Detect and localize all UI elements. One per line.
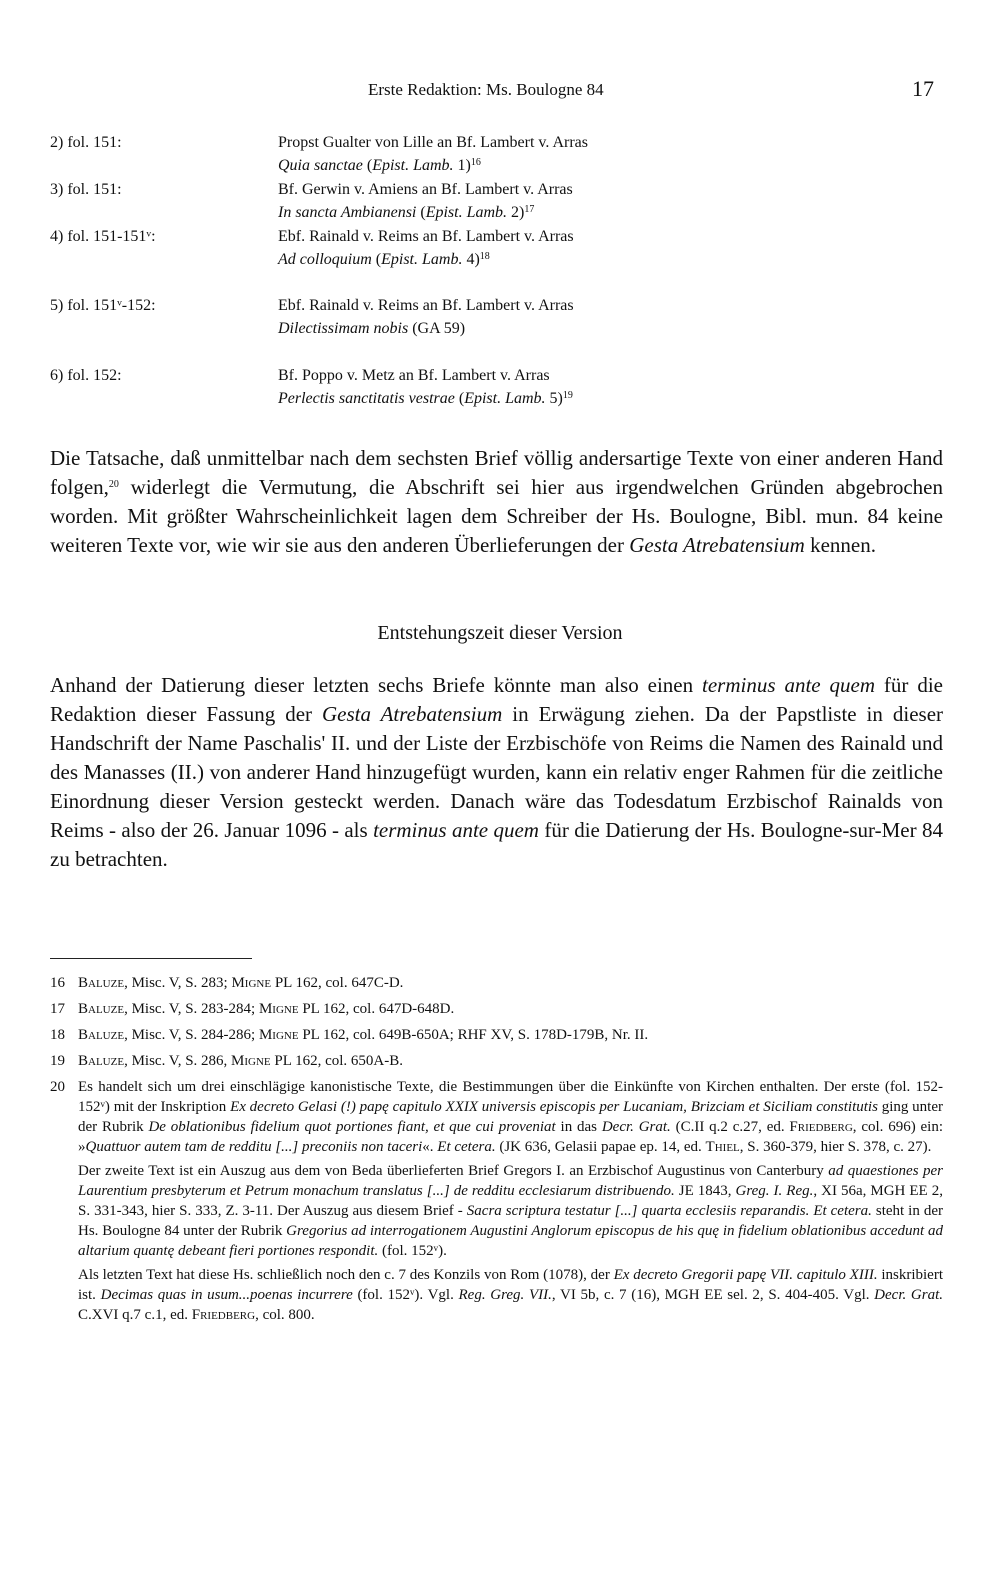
footnote-text: , S. 360-379, hier S. 378, c. 27).	[739, 1139, 932, 1155]
footnote-separator	[50, 958, 252, 959]
letter-sender: Ebf. Rainald v. Reims an Bf. Lambert v. Arras	[278, 228, 574, 245]
footnote-text: , col. 800.	[255, 1307, 315, 1323]
author-name: Baluze	[78, 1053, 125, 1069]
footnote-text: , Misc. V, S. 284-286;	[124, 1027, 259, 1043]
letter-incipit	[278, 387, 918, 410]
paragraph-text: Anhand der Datierung dieser letzten sechs Briefe könnte man also einen	[50, 673, 703, 697]
latin-quote: ad quaestiones per Laurentium presbyterum et Petrum monachum translatus [...] de redditu ecclesiarum distribuendo.	[78, 1163, 944, 1199]
footnote-paragraph	[78, 1077, 943, 1157]
work-title: Gesta Atrebatensium	[322, 702, 503, 726]
section-heading: Entstehungszeit dieser Version	[377, 622, 623, 644]
ref-close: 1)	[453, 157, 471, 174]
footnote-text: (fol. 152ᵛ).	[378, 1243, 447, 1259]
footnote-paragraph	[78, 1265, 943, 1325]
latin-quote: Ex decreto Gregorii papę VII. capitulo XIII.	[613, 1267, 878, 1283]
latin-quote: Quattuor autem tam de redditu [...] preconiis non taceri	[85, 1139, 423, 1155]
footnote-text: in das	[555, 1119, 602, 1135]
author-name: Migne	[231, 1053, 271, 1069]
work-title: Gesta Atrebatensium	[629, 533, 805, 557]
letter-description	[278, 364, 918, 410]
letter-description	[278, 294, 918, 340]
body-paragraph	[50, 444, 943, 560]
footnote-paragraph	[78, 1161, 943, 1261]
footnote-text: , Misc. V, S. 283;	[124, 975, 232, 991]
author-name: Migne	[231, 975, 272, 991]
source-title: Decr. Grat.	[601, 1119, 671, 1135]
author-name: Friedberg	[789, 1119, 853, 1135]
footnote-marker: 17	[524, 204, 535, 215]
author-name: Thiel	[705, 1139, 740, 1155]
footnote-number: 20	[50, 1079, 65, 1095]
footnote-text: (fol. 152ᵛ). Vgl.	[352, 1287, 459, 1303]
footnote-text: Als letzten Text hat diese Hs. schließlich noch den c. 7 des Konzils von Rom (1078), der	[78, 1267, 614, 1283]
ref-source: Epist. Lamb.	[372, 157, 454, 174]
letter-incipit	[278, 248, 918, 271]
incipit-text: Perlectis sanctitatis vestrae	[278, 390, 455, 407]
footnote-text: Der zweite Text ist ein Auszug aus dem von Beda überlieferten Brief Gregors I. an Erzbischof Augustinus von Canterbury	[78, 1163, 829, 1179]
footnote-marker: 16	[470, 157, 481, 168]
letter-sender: Bf. Gerwin v. Amiens an Bf. Lambert v. Arras	[278, 181, 573, 198]
letter-incipit	[278, 317, 918, 340]
ref-source: Epist. Lamb.	[381, 251, 463, 268]
folio-reference: 2) fol. 151:	[50, 134, 122, 151]
latin-quote: Ex decreto Gelasi (!) papę capitulo XXIX universis episcopis per Lucaniam, Brizciam et Siciliam constitutis	[230, 1099, 878, 1115]
folio-reference: 4) fol. 151-151ᵛ:	[50, 228, 156, 245]
ref-close: 4)	[462, 251, 480, 268]
ref-open: (	[420, 204, 426, 221]
footnote-marker: 20	[108, 479, 119, 490]
ref-open: (	[458, 390, 465, 407]
footnote-marker: 18	[479, 251, 490, 262]
latin-quote: Et cetera.	[437, 1139, 496, 1155]
footnote-text: C.XVI q.7 c.1, ed.	[78, 1307, 192, 1323]
source-title: Greg. I. Reg.	[735, 1183, 814, 1199]
latin-quote: De oblationibus fidelium quot portiones fiant, et que cui proveniat	[148, 1119, 556, 1135]
footnote-text: PL 162, col. 650A-B.	[270, 1053, 404, 1069]
author-name: Migne	[258, 1001, 299, 1017]
paragraph-text: widerlegt die Vermutung, die Abschrift sei hier aus irgendwelchen Gründen abgebrochen worden. Mit größter Wahrscheinlichkeit lagen dem Schreiber der Hs. Boulogne, Bibl. mun. 84 keine weiteren Texte vor, wie wir sie aus den anderen Überlieferungen der	[50, 475, 943, 557]
author-name: Baluze	[78, 975, 125, 991]
footnote-number: 16	[50, 975, 65, 991]
letter-sender: Propst Gualter von Lille an Bf. Lambert v. Arras	[278, 134, 588, 151]
author-name: Friedberg	[191, 1307, 256, 1323]
ref-open: (GA 59)	[412, 320, 466, 337]
letter-incipit	[278, 201, 918, 224]
footnote-text: inskribiert ist.	[78, 1267, 944, 1303]
footnote-text: JE 1843,	[674, 1183, 736, 1199]
footnote-text: , col. 696) ein: »	[78, 1119, 944, 1155]
ref-open: (	[366, 157, 373, 174]
footnote-marker: 19	[562, 390, 573, 401]
letter-description	[278, 225, 918, 271]
folio-reference: 3) fol. 151:	[50, 181, 122, 198]
letter-sender: Bf. Poppo v. Metz an Bf. Lambert v. Arras	[278, 367, 550, 384]
footnote	[50, 1025, 943, 1045]
footnote-text: (C.II q.2 c.27, ed.	[670, 1119, 790, 1135]
footnote-text: steht in der Hs. Boulogne 84 unter der Rubrik	[78, 1203, 943, 1239]
footnote-text: , VI 5b, c. 7 (16), MGH EE sel. 2, S. 404-405. Vgl.	[551, 1287, 875, 1303]
footnote-text: PL 162, col. 647C-D.	[271, 975, 404, 991]
footnote	[50, 1051, 943, 1071]
incipit-text: Quia sanctae	[278, 157, 363, 174]
ref-close: 5)	[545, 390, 563, 407]
source-title: Reg. Greg. VII.	[458, 1287, 552, 1303]
letter-sender: Ebf. Rainald v. Reims an Bf. Lambert v. Arras	[278, 297, 574, 314]
footnote	[50, 973, 943, 993]
footnote-number: 19	[50, 1053, 65, 1069]
footnote	[50, 1077, 943, 1325]
author-name: Baluze	[78, 1001, 125, 1017]
incipit-text: Dilectissimam nobis	[278, 320, 409, 337]
incipit-text: Ad colloquium	[278, 251, 372, 268]
footnote-text: (JK 636, Gelasii papae ep. 14, ed.	[495, 1139, 706, 1155]
ref-source: Epist. Lamb.	[425, 204, 508, 221]
latin-term: terminus ante quem	[702, 673, 876, 697]
author-name: Migne	[258, 1027, 299, 1043]
folio-reference: 5) fol. 151ᵛ-152:	[50, 297, 156, 314]
latin-quote: Sacra scriptura testatur [...] quarta ecclesiis reparandis. Et cetera.	[466, 1203, 872, 1219]
running-title: Erste Redaktion: Ms. Boulogne 84	[368, 80, 604, 99]
folio-reference: 6) fol. 152:	[50, 367, 122, 384]
paragraph-text: für die Redaktion dieser Fassung der	[50, 673, 943, 726]
footnote-text: «.	[422, 1139, 438, 1155]
footnote-number: 18	[50, 1027, 65, 1043]
paragraph-text: in Erwägung ziehen. Da der Papstliste in dieser Handschrift der Name Paschalis' II. und der Liste der Erzbischöfe von Reims die Namen des Rainald und des Manasses (II.) von anderer Hand hinzugefügt wurden, kann ein relativ enger Rahmen für die zeitliche Einordnung dieser Version gesteckt werden. Danach wäre das Todesdatum Erzbischof Rainalds von Reims - also der 26. Januar 1096 - als	[50, 702, 944, 842]
latin-term: terminus ante quem	[373, 818, 539, 842]
footnote-number: 17	[50, 1001, 65, 1017]
author-name: Baluze	[78, 1027, 125, 1043]
latin-quote: Gregorius ad interrogationem Augustini Anglorum episcopus de his quę in fidelium oblationibus accedunt ad altarium quantę debeant fieri portiones respondit.	[78, 1223, 943, 1259]
source-title: Decr. Grat.	[874, 1287, 944, 1303]
footnote-text: Es handelt sich um drei einschlägige kanonistische Texte, die Bestimmungen über die Einkünfte von Kirchen enthalten. Der erste (fol. 152-152ᵛ) mit der Inskription	[78, 1079, 943, 1115]
paragraph-text: Die Tatsache, daß unmittelbar nach dem sechsten Brief völlig andersartige Texte von einer anderen Hand folgen,	[50, 446, 943, 499]
paragraph-text: kennen.	[804, 533, 876, 557]
letter-description	[278, 131, 918, 177]
footnote	[50, 999, 943, 1019]
footnote-text: , Misc. V, S. 286,	[124, 1053, 232, 1069]
footnote-text: , Misc. V, S. 283-284;	[124, 1001, 259, 1017]
page-number: 17	[912, 76, 934, 101]
ref-open: (	[375, 251, 382, 268]
ref-close: 2)	[507, 204, 525, 221]
letter-description	[278, 178, 918, 224]
letter-incipit	[278, 154, 918, 177]
incipit-text: In sancta Ambianensi	[278, 204, 417, 221]
ref-source: Epist. Lamb.	[464, 390, 546, 407]
paragraph-text: für die Datierung der Hs. Boulogne-sur-Mer 84 zu betrachten.	[50, 818, 943, 871]
footnote-text: PL 162, col. 647D-648D.	[298, 1001, 455, 1017]
latin-quote: Decimas quas in usum...poenas incurrere	[100, 1287, 353, 1303]
footnote-text: ging unter der Rubrik	[78, 1099, 943, 1135]
body-paragraph	[50, 671, 943, 874]
footnote-text: PL 162, col. 649B-650A; RHF XV, S. 178D-179B, Nr. II.	[298, 1027, 649, 1043]
footnotes	[50, 973, 943, 1331]
footnote-text: , XI 56a, MGH EE 2, S. 331-343, hier S. 333, Z. 3-11. Der Auszug aus diesem Brief -	[78, 1183, 943, 1219]
